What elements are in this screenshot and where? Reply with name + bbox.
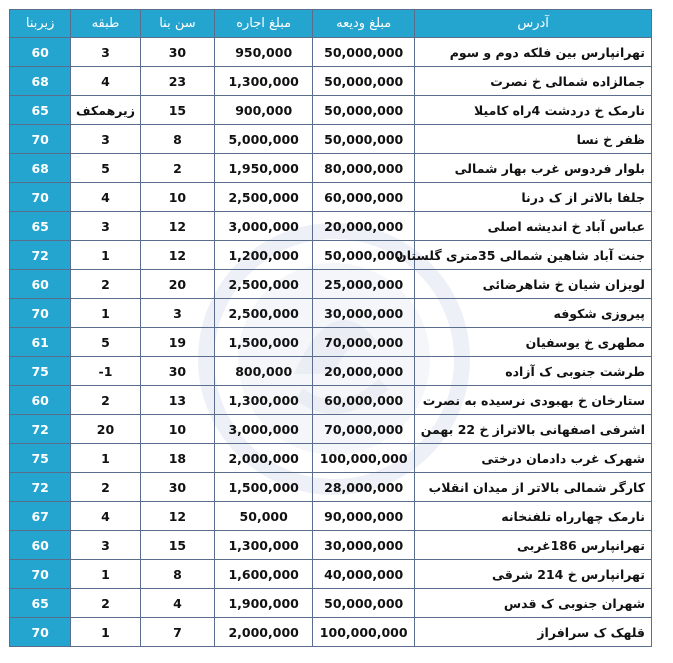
- cell-rent: 900,000: [215, 96, 313, 125]
- table-row: [10, 183, 652, 212]
- cell-floor: 3: [71, 125, 140, 154]
- cell-rent: 950,000: [215, 38, 313, 67]
- cell-area: 60: [10, 386, 71, 415]
- cell-address: مطهری خ یوسفیان: [415, 328, 652, 357]
- cell-rent: 1,300,000: [215, 67, 313, 96]
- cell-address: اشرفی اصفهانی بالاتراز خ 22 بهمن: [415, 415, 652, 444]
- header-area: زیربنا: [10, 10, 71, 38]
- cell-deposit: 70,000,000: [313, 328, 415, 357]
- cell-age: 2: [140, 154, 215, 183]
- cell-address: عباس آباد خ اندیشه اصلی: [415, 212, 652, 241]
- cell-address: تهرانپارس 186غربی: [415, 531, 652, 560]
- cell-age: 18: [140, 444, 215, 473]
- table-row: [10, 502, 652, 531]
- table-row: [10, 96, 652, 125]
- cell-address: جنت آباد شاهین شمالی 35متری گلستان: [415, 241, 652, 270]
- cell-deposit: 25,000,000: [313, 270, 415, 299]
- cell-area: 65: [10, 212, 71, 241]
- cell-rent: 5,000,000: [215, 125, 313, 154]
- cell-area: 70: [10, 299, 71, 328]
- cell-area: 65: [10, 96, 71, 125]
- cell-age: 30: [140, 357, 215, 386]
- cell-address: تهرانپارس خ 214 شرقی: [415, 560, 652, 589]
- cell-age: 12: [140, 502, 215, 531]
- cell-deposit: 28,000,000: [313, 473, 415, 502]
- cell-address: ظفر خ نسا: [415, 125, 652, 154]
- cell-address: بلوار فردوس غرب بهار شمالی: [415, 154, 652, 183]
- cell-area: 72: [10, 415, 71, 444]
- cell-address: طرشت جنوبی ک آزاده: [415, 357, 652, 386]
- cell-floor: 1: [71, 444, 140, 473]
- cell-floor: 1: [71, 618, 140, 647]
- cell-floor: 3: [71, 531, 140, 560]
- table-row: [10, 328, 652, 357]
- cell-area: 70: [10, 560, 71, 589]
- cell-address: شهران جنوبی ک قدس: [415, 589, 652, 618]
- header-floor: طبقه: [71, 10, 140, 38]
- table-row: [10, 67, 652, 96]
- cell-floor: 2: [71, 270, 140, 299]
- cell-rent: 3,000,000: [215, 415, 313, 444]
- cell-address: کارگر شمالی بالاتر از میدان انقلاب: [415, 473, 652, 502]
- cell-rent: 50,000: [215, 502, 313, 531]
- header-address: آدرس: [415, 10, 652, 38]
- cell-area: 60: [10, 531, 71, 560]
- cell-deposit: 40,000,000: [313, 560, 415, 589]
- table-row: [10, 212, 652, 241]
- cell-floor: 5: [71, 154, 140, 183]
- cell-area: 72: [10, 473, 71, 502]
- cell-area: 70: [10, 618, 71, 647]
- cell-age: 10: [140, 183, 215, 212]
- table-row: [10, 154, 652, 183]
- cell-area: 60: [10, 38, 71, 67]
- cell-age: 30: [140, 473, 215, 502]
- cell-age: 12: [140, 241, 215, 270]
- table-row: [10, 357, 652, 386]
- cell-area: 61: [10, 328, 71, 357]
- header-age: سن بنا: [140, 10, 215, 38]
- cell-rent: 1,500,000: [215, 328, 313, 357]
- cell-deposit: 50,000,000: [313, 96, 415, 125]
- cell-rent: 2,500,000: [215, 299, 313, 328]
- table-body: [10, 38, 652, 647]
- table-row: [10, 38, 652, 67]
- cell-floor: زیرهمکف: [71, 96, 140, 125]
- cell-age: 15: [140, 531, 215, 560]
- cell-deposit: 20,000,000: [313, 357, 415, 386]
- cell-rent: 2,500,000: [215, 183, 313, 212]
- cell-area: 67: [10, 502, 71, 531]
- table-row: [10, 444, 652, 473]
- cell-area: 60: [10, 270, 71, 299]
- cell-area: 65: [10, 589, 71, 618]
- rental-listings-table: [9, 9, 652, 647]
- cell-rent: 1,900,000: [215, 589, 313, 618]
- cell-deposit: 70,000,000: [313, 415, 415, 444]
- cell-rent: 2,500,000: [215, 270, 313, 299]
- cell-area: 68: [10, 154, 71, 183]
- cell-deposit: 50,000,000: [313, 589, 415, 618]
- cell-age: 15: [140, 96, 215, 125]
- cell-address: نارمک چهارراه تلفنخانه: [415, 502, 652, 531]
- cell-floor: 2: [71, 473, 140, 502]
- table-row: [10, 560, 652, 589]
- cell-age: 19: [140, 328, 215, 357]
- cell-address: جلفا بالاتر از ک درنا: [415, 183, 652, 212]
- cell-address: پیروزی شکوفه: [415, 299, 652, 328]
- cell-deposit: 90,000,000: [313, 502, 415, 531]
- listing-table-container: [9, 9, 652, 652]
- cell-floor: 2: [71, 589, 140, 618]
- table-row: [10, 299, 652, 328]
- table-row: [10, 415, 652, 444]
- cell-deposit: 30,000,000: [313, 531, 415, 560]
- cell-address: نارمک خ دردشت 4راه کامیلا: [415, 96, 652, 125]
- cell-floor: 2: [71, 386, 140, 415]
- cell-age: 23: [140, 67, 215, 96]
- cell-deposit: 50,000,000: [313, 67, 415, 96]
- table-row: [10, 386, 652, 415]
- cell-deposit: 100,000,000: [313, 618, 415, 647]
- cell-floor: 4: [71, 183, 140, 212]
- cell-floor: 5: [71, 328, 140, 357]
- cell-floor: 1: [71, 560, 140, 589]
- cell-floor: 20: [71, 415, 140, 444]
- cell-age: 4: [140, 589, 215, 618]
- table-row: [10, 473, 652, 502]
- cell-address: قلهک ک سرافراز: [415, 618, 652, 647]
- cell-rent: 1,600,000: [215, 560, 313, 589]
- cell-area: 75: [10, 444, 71, 473]
- cell-address: جمالزاده شمالی خ نصرت: [415, 67, 652, 96]
- table-row: [10, 589, 652, 618]
- cell-age: 8: [140, 560, 215, 589]
- cell-rent: 1,300,000: [215, 531, 313, 560]
- table-row: [10, 125, 652, 154]
- cell-deposit: 60,000,000: [313, 386, 415, 415]
- table-row: [10, 270, 652, 299]
- cell-age: 12: [140, 212, 215, 241]
- cell-rent: 2,000,000: [215, 618, 313, 647]
- header-deposit: مبلغ ودیعه: [313, 10, 415, 38]
- cell-area: 75: [10, 357, 71, 386]
- cell-age: 20: [140, 270, 215, 299]
- cell-age: 13: [140, 386, 215, 415]
- cell-floor: 4: [71, 502, 140, 531]
- cell-rent: 1,950,000: [215, 154, 313, 183]
- cell-rent: 800,000: [215, 357, 313, 386]
- cell-floor: 1-: [71, 357, 140, 386]
- table-row: [10, 531, 652, 560]
- cell-area: 68: [10, 67, 71, 96]
- cell-deposit: 60,000,000: [313, 183, 415, 212]
- cell-deposit: 80,000,000: [313, 154, 415, 183]
- cell-floor: 3: [71, 38, 140, 67]
- cell-deposit: 30,000,000: [313, 299, 415, 328]
- table-header-row: [10, 10, 652, 38]
- cell-deposit: 50,000,000: [313, 125, 415, 154]
- cell-floor: 4: [71, 67, 140, 96]
- header-rent: مبلغ اجاره: [215, 10, 313, 38]
- cell-rent: 1,300,000: [215, 386, 313, 415]
- cell-address: لویزان شیان خ شاهرضائی: [415, 270, 652, 299]
- cell-floor: 3: [71, 212, 140, 241]
- cell-rent: 3,000,000: [215, 212, 313, 241]
- table-row: [10, 241, 652, 270]
- cell-deposit: 100,000,000: [313, 444, 415, 473]
- cell-rent: 2,000,000: [215, 444, 313, 473]
- cell-floor: 1: [71, 299, 140, 328]
- cell-deposit: 50,000,000: [313, 241, 415, 270]
- cell-area: 70: [10, 183, 71, 212]
- cell-deposit: 50,000,000: [313, 38, 415, 67]
- cell-rent: 1,200,000: [215, 241, 313, 270]
- cell-age: 7: [140, 618, 215, 647]
- cell-deposit: 20,000,000: [313, 212, 415, 241]
- cell-rent: 1,500,000: [215, 473, 313, 502]
- cell-age: 8: [140, 125, 215, 154]
- cell-age: 10: [140, 415, 215, 444]
- cell-address: ستارخان خ بهبودی نرسیده به نصرت: [415, 386, 652, 415]
- cell-floor: 1: [71, 241, 140, 270]
- cell-area: 72: [10, 241, 71, 270]
- cell-address: تهرانپارس بین فلکه دوم و سوم: [415, 38, 652, 67]
- cell-address: شهرک غرب دادمان درختی: [415, 444, 652, 473]
- cell-age: 30: [140, 38, 215, 67]
- cell-area: 70: [10, 125, 71, 154]
- cell-age: 3: [140, 299, 215, 328]
- table-row: [10, 618, 652, 647]
